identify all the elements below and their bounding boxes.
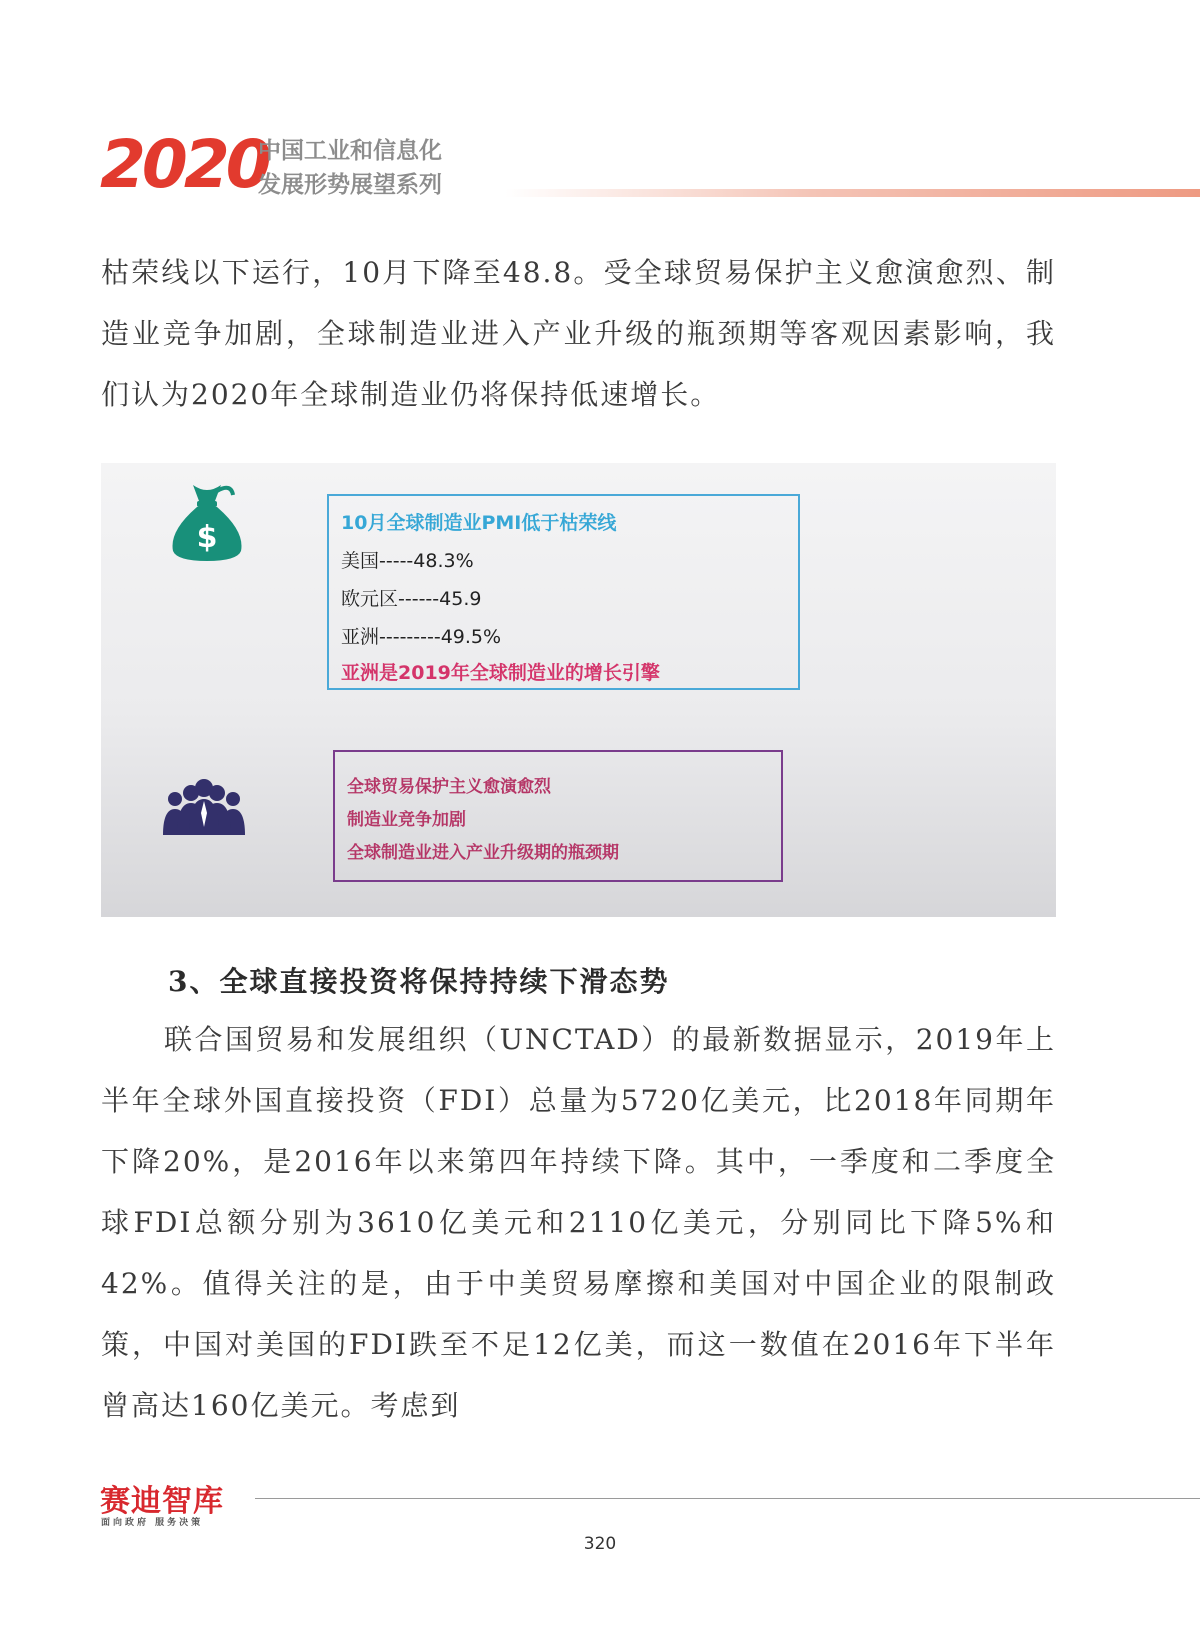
factor-upgrade-bottleneck: 全球制造业进入产业升级期的瓶颈期: [347, 843, 619, 863]
svg-text:$: $: [196, 520, 218, 555]
footer-divider: [255, 1498, 1200, 1499]
money-bag-icon: [167, 481, 247, 563]
body-paragraph-1: 枯荣线以下运行，10月下降至48.8。受全球贸易保护主义愈演愈烈、制造业竞争加剧，全球制造业进入产业升级的瓶颈期等客观因素影响，我们认为2020年全球制造业仍将保持低速增长。: [101, 256, 1056, 411]
footer-brand-logo: 赛迪智库: [100, 1484, 224, 1519]
series-title: [258, 134, 442, 202]
body-paragraph-2: 联合国贸易和发展组织（UNCTAD）的最新数据显示，2019年上半年全球外国直接投资（FDI）总量为5720亿美元，比2018年同期年下降20%，是2016年以来第四年持续下降。其中，一季度和二季度全球FDI总额分别为3610亿美元和2110亿美元，分别同比下降5%和42%。值得关注的是，由于中美贸易摩擦和美国对中国企业的限制政策，中国对美国的FDI跌至不足12亿美，而这一数值在2016年下半年曾高达160亿美元。考虑到: [101, 1023, 1056, 1422]
pmi-box-title: 10月全球制造业PMI低于枯荣线: [341, 512, 617, 534]
infographic-panel: [101, 463, 1056, 917]
series-title-line1: 中国工业和信息化: [258, 138, 442, 164]
page-number: 320: [583, 1534, 617, 1554]
pmi-line-asia: 亚洲---------49.5%: [341, 626, 502, 648]
section-heading: 3、全球直接投资将保持持续下滑态势: [168, 965, 670, 998]
factor-competition: 制造业竞争加剧: [347, 810, 466, 830]
logo-2020: 2020: [100, 126, 268, 203]
factors-box: [333, 750, 783, 882]
series-title-line2: 发展形势展望系列: [258, 172, 442, 198]
pmi-conclusion: 亚洲是2019年全球制造业的增长引擎: [341, 662, 660, 684]
pmi-line-us: 美国-----48.3%: [341, 550, 474, 572]
pmi-line-eurozone: 欧元区------45.9: [341, 588, 482, 610]
header-decor-bar: [505, 189, 1200, 197]
footer-slogan: 面向政府 服务决策: [101, 1518, 204, 1528]
pmi-box: [327, 494, 800, 690]
people-group-icon: [161, 779, 247, 837]
factor-trade-protectionism: 全球贸易保护主义愈演愈烈: [347, 777, 551, 797]
